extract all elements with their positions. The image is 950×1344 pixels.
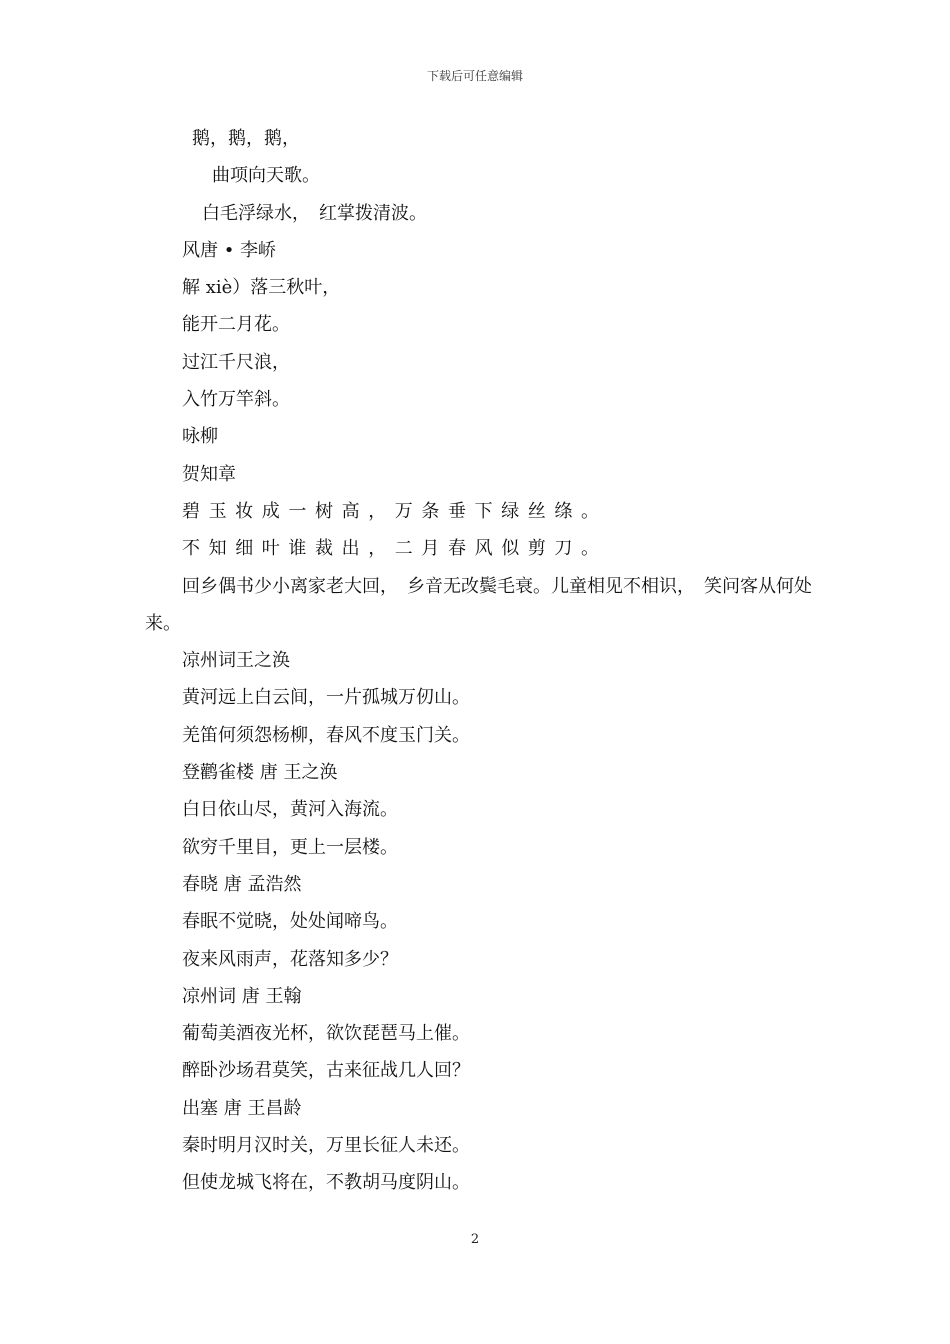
document-body	[145, 120, 815, 1202]
poem-title: 出塞 唐 王昌龄	[182, 1097, 302, 1119]
poem-title: 凉州词 唐 王翰	[182, 985, 302, 1007]
poem-line: 鹅，鹅，鹅，	[192, 128, 300, 149]
poem-line: 夜来风雨声，花落知多少？	[182, 948, 398, 970]
poem-line: 不知细叶谁裁出，二月春风似剪刀。	[182, 538, 608, 560]
poem-line: 黄河远上白云间，一片孤城万仞山。	[182, 687, 470, 709]
poem-line: 秦时明月汉时关，万里长征人未还。	[182, 1135, 470, 1157]
poem-title: 春晓 唐 孟浩然	[182, 873, 302, 895]
poem-line: 白毛浮绿水， 红掌拨清波。	[202, 202, 427, 224]
poem-author: 贺知章	[182, 463, 236, 485]
poem-title: 登鹳雀楼 唐 王之涣	[182, 762, 338, 784]
poem-line: 入竹万竿斜。	[182, 389, 290, 411]
poem-line: 羌笛何须怨杨柳，春风不度玉门关。	[182, 724, 470, 746]
poem-line: 春眠不觉晓，处处闻啼鸟。	[182, 911, 398, 933]
poem-line: 但使龙城飞将在，不教胡马度阴山。	[182, 1172, 470, 1194]
poem-title: 咏柳	[182, 426, 218, 448]
poem-paragraph: 回乡偶书少小离家老大回， 乡音无改鬓毛衰。儿童相见不相识， 笑问客从何处来。	[145, 575, 812, 634]
poem-line: 碧玉妆成一树高，万条垂下绿丝绦。	[182, 500, 608, 522]
poem-line: 白日依山尽，黄河入海流。	[182, 799, 398, 821]
poem-line: 过江千尺浪，	[182, 351, 290, 373]
poem-title: 凉州词王之涣	[182, 650, 290, 672]
page-header: 下载后可任意编辑	[426, 69, 523, 83]
poem-line: 解 xiè）落三秋叶，	[182, 277, 341, 299]
poem-line: 醉卧沙场君莫笑，古来征战几人回？	[182, 1060, 470, 1082]
poem-title: 风唐 • 李峤	[182, 239, 277, 261]
poem-line: 葡萄美酒夜光杯，欲饮琵琶马上催。	[182, 1023, 470, 1045]
poem-line: 曲项向天歌。	[212, 165, 320, 187]
poem-line: 欲穷千里目，更上一层楼。	[182, 836, 398, 858]
poem-line: 能开二月花。	[182, 314, 290, 336]
page-number: 2	[470, 1232, 480, 1247]
